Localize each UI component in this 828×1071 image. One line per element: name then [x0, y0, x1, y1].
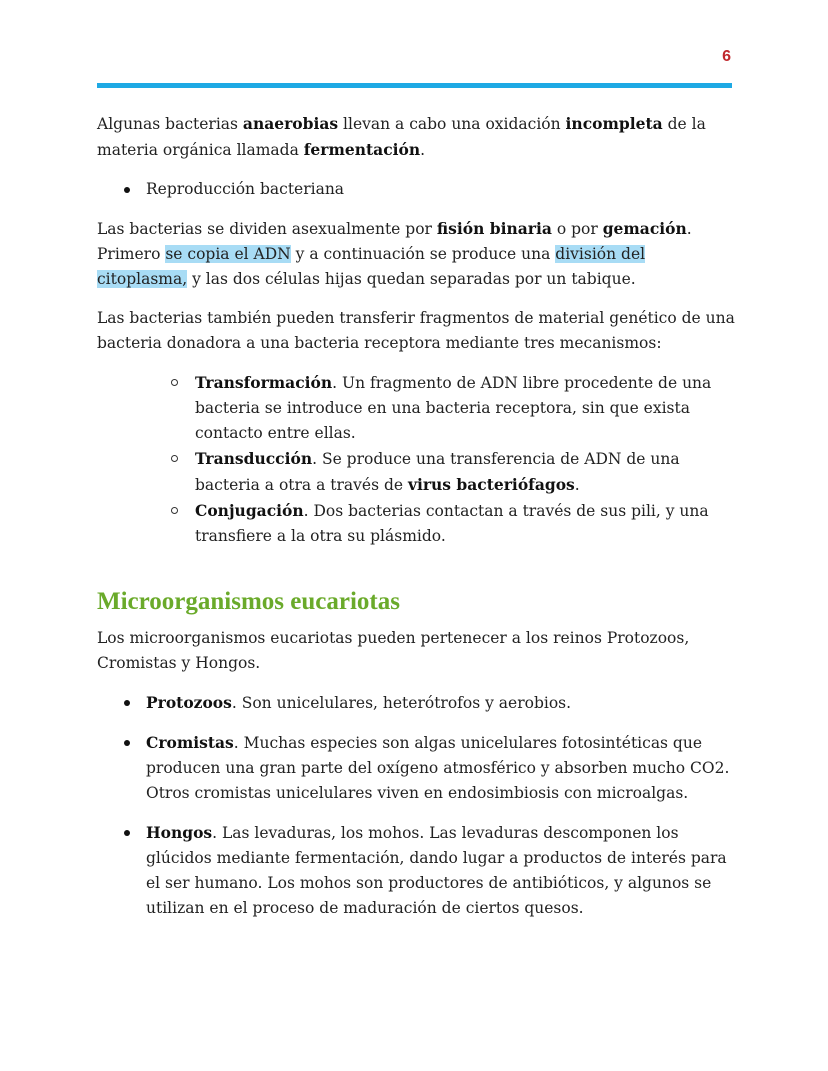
list-item-text: . [574, 476, 580, 494]
list-item [97, 177, 737, 202]
highlighted-text[interactable]: división del citoplasma, [97, 245, 646, 288]
bold-term: gemación [602, 219, 687, 238]
paragraph-gene-transfer: Las bacterias también pueden transferir fragmentos de material genético de una bacteria donadora a una bacteria receptora mediante tres mecanismos: [97, 309, 735, 352]
bold-term: virus bacteriófagos [407, 475, 575, 494]
bold-term: Conjugación [195, 501, 304, 520]
text-run: . [420, 141, 426, 159]
list-item [97, 820, 737, 921]
mechanism-list [169, 370, 737, 549]
list-item [169, 370, 737, 446]
kingdom-list [97, 690, 737, 921]
list-item [97, 690, 737, 716]
list-item-text: . Dos bacterias contactan a través de sus pili, y una transfiere a la otra su plásmido. [195, 502, 709, 545]
bold-term: Transformación [195, 373, 333, 392]
text-run: . Primero [97, 220, 692, 263]
section-heading: Microorganismos eucariotas [97, 588, 400, 615]
bold-term: fisión binaria [436, 219, 552, 238]
paragraph-eukaryotes: Los microorganismos eucariotas pueden pertenecer a los reinos Protozoos, Cromistas y Hongos. [97, 629, 690, 672]
highlighted-text[interactable]: se copia el ADN [165, 245, 291, 263]
text-run: y a continuación se produce una [290, 245, 556, 263]
list-item-text: . Las levaduras, los mohos. Las levaduras descomponen los glúcidos mediante fermentación, dando lugar a productos de interés para el ser humano. Los mohos son productores de antibióticos, y algunos se utilizan en el proceso de maduración de ciertos quesos. [146, 824, 727, 917]
text-run: de la materia orgánica llamada [97, 115, 706, 159]
text-run: y las dos células hijas quedan separadas por un tabique. [187, 270, 636, 288]
list-item-text: Reproducción bacteriana [146, 180, 345, 198]
bullet-list-reproduction [97, 177, 737, 202]
list-item-text: . Un fragmento de ADN libre procedente de una bacteria se introduce en una bacteria receptora, sin que exista contacto entre ellas. [195, 374, 712, 442]
text-run: Algunas bacterias [97, 115, 243, 133]
bold-term: Protozoos [146, 693, 232, 712]
paragraph-binary-fission [97, 216, 737, 292]
header-rule [97, 83, 732, 88]
bold-term: Hongos [146, 823, 213, 842]
list-item [169, 446, 737, 498]
bold-term: anaerobias [242, 114, 339, 133]
bold-term: Transducción [195, 449, 313, 468]
text-run: Las bacterias se dividen asexualmente por [97, 220, 437, 238]
bold-term: fermentación [303, 140, 421, 159]
text-run: o por [551, 220, 603, 238]
list-item [97, 730, 737, 806]
list-item-text: . Son unicelulares, heterótrofos y aerobios. [231, 694, 572, 712]
list-item-text: . Se produce una transferencia de ADN de una bacteria a otra a través de [195, 450, 680, 494]
bold-term: incompleta [565, 114, 663, 133]
list-item-text: . Muchas especies son algas unicelulares fotosintéticas que producen una gran parte del oxígeno atmosférico y absorben mucho CO2. Otros cromistas unicelulares viven en endosimbiosis con microalgas. [146, 734, 730, 802]
page-content [97, 111, 737, 921]
bold-term: Cromistas [146, 733, 234, 752]
page-number: 6 [722, 48, 731, 65]
text-run: llevan a cabo una oxidación [338, 115, 566, 133]
list-item [169, 498, 737, 549]
paragraph-fermentation [97, 111, 737, 163]
